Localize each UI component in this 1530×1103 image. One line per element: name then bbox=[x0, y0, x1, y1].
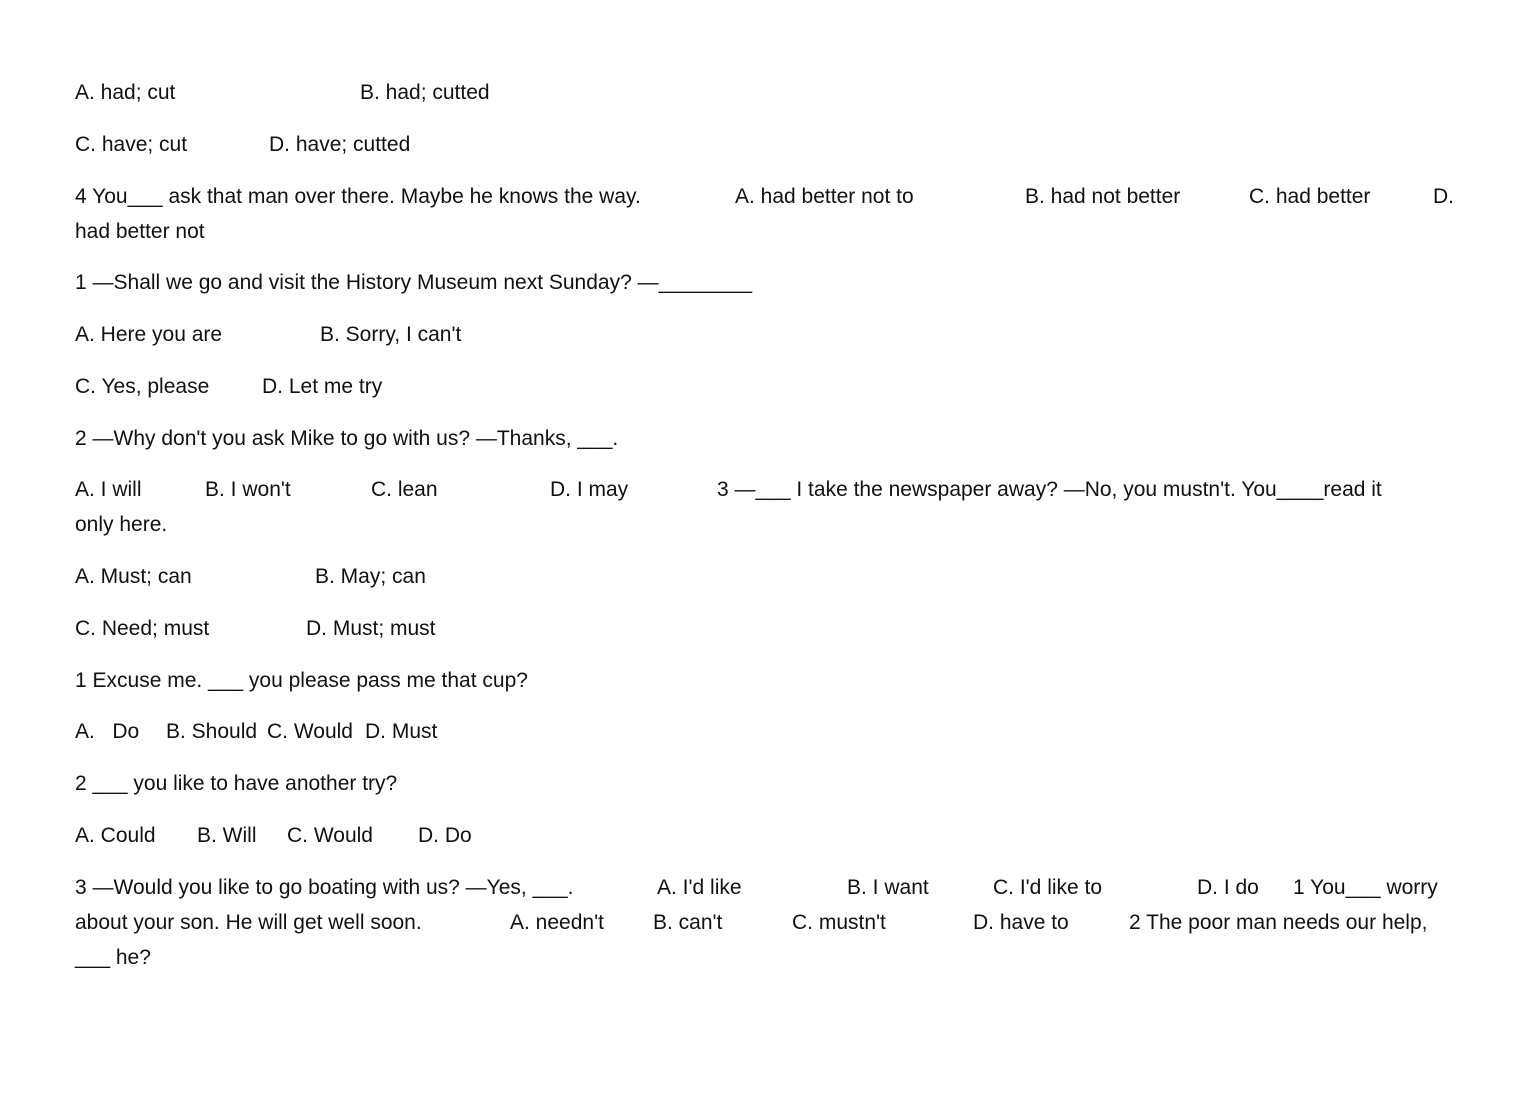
option-text: A. Do bbox=[75, 720, 140, 743]
option-text: A. needn't bbox=[510, 911, 604, 934]
question-text: 2 The poor man needs our help, bbox=[1129, 911, 1428, 934]
question-line bbox=[75, 669, 528, 693]
question-text: 3 —Would you like to go boating with us? —Yes, ___. bbox=[75, 876, 574, 899]
question-line bbox=[75, 427, 619, 451]
question-text: only here. bbox=[75, 513, 168, 536]
text-line bbox=[75, 513, 168, 537]
option-text: D. Let me try bbox=[262, 375, 383, 398]
option-text: C. have; cut bbox=[75, 133, 188, 156]
option-text: C. lean bbox=[371, 478, 438, 501]
option-text: B. Sorry, I can't bbox=[320, 323, 462, 346]
option-text: B. had not better bbox=[1025, 185, 1181, 208]
text-line bbox=[75, 478, 1382, 502]
question-line bbox=[75, 876, 1438, 900]
text-line bbox=[75, 720, 438, 744]
option-text: C. had better bbox=[1249, 185, 1371, 208]
option-text: C. Yes, please bbox=[75, 375, 210, 398]
question-text: 1 You___ worry bbox=[1293, 876, 1438, 899]
text-line bbox=[75, 323, 462, 347]
text-line bbox=[75, 824, 472, 848]
question-text: about your son. He will get well soon. bbox=[75, 911, 422, 934]
text-line bbox=[75, 220, 205, 244]
option-text: B. Should bbox=[166, 720, 258, 743]
question-line bbox=[75, 271, 753, 295]
option-text: A. Here you are bbox=[75, 323, 223, 346]
text-line bbox=[75, 375, 383, 399]
option-text: A. had; cut bbox=[75, 81, 176, 104]
option-text: C. mustn't bbox=[792, 911, 886, 934]
option-text: A. Must; can bbox=[75, 565, 192, 588]
text-line bbox=[75, 617, 436, 641]
option-text: D. Must bbox=[365, 720, 438, 743]
option-text: had better not bbox=[75, 220, 205, 243]
option-text: D. have to bbox=[973, 911, 1069, 934]
question-text: 2 ___ you like to have another try? bbox=[75, 772, 398, 795]
option-text: A. I'd like bbox=[657, 876, 742, 899]
option-text: A. Could bbox=[75, 824, 156, 847]
question-text: 2 —Why don't you ask Mike to go with us? —Thanks, ___. bbox=[75, 427, 619, 450]
option-text: D. I do bbox=[1197, 876, 1259, 899]
text-line bbox=[75, 911, 1428, 935]
option-text: B. I won't bbox=[205, 478, 291, 501]
question-line bbox=[75, 185, 1454, 209]
question-text: 4 You___ ask that man over there. Maybe he knows the way. bbox=[75, 185, 641, 208]
option-text: D. have; cutted bbox=[269, 133, 411, 156]
option-text: C. I'd like to bbox=[993, 876, 1103, 899]
text-line bbox=[75, 133, 411, 157]
question-text: 1 —Shall we go and visit the History Museum next Sunday? —________ bbox=[75, 271, 753, 294]
option-text: B. Will bbox=[197, 824, 257, 847]
text-line bbox=[75, 81, 490, 105]
option-text: C. Need; must bbox=[75, 617, 210, 640]
option-text: D. I may bbox=[550, 478, 629, 501]
option-text: D. Must; must bbox=[306, 617, 436, 640]
option-text: C. Would bbox=[287, 824, 373, 847]
option-text: B. had; cutted bbox=[360, 81, 490, 104]
option-text: B. I want bbox=[847, 876, 929, 899]
option-text: D. Do bbox=[418, 824, 472, 847]
option-text: D. bbox=[1433, 185, 1454, 208]
question-line bbox=[75, 772, 398, 796]
option-text: A. I will bbox=[75, 478, 142, 501]
text-line bbox=[75, 946, 151, 970]
question-text: 1 Excuse me. ___ you please pass me that cup? bbox=[75, 669, 528, 692]
question-text: ___ he? bbox=[75, 946, 151, 969]
question-text: 3 —___ I take the newspaper away? —No, you mustn't. You____read it bbox=[717, 478, 1382, 501]
option-text: A. had better not to bbox=[735, 185, 914, 208]
option-text: B. can't bbox=[653, 911, 723, 934]
text-line bbox=[75, 565, 426, 589]
option-text: C. Would bbox=[267, 720, 353, 743]
option-text: B. May; can bbox=[315, 565, 426, 588]
